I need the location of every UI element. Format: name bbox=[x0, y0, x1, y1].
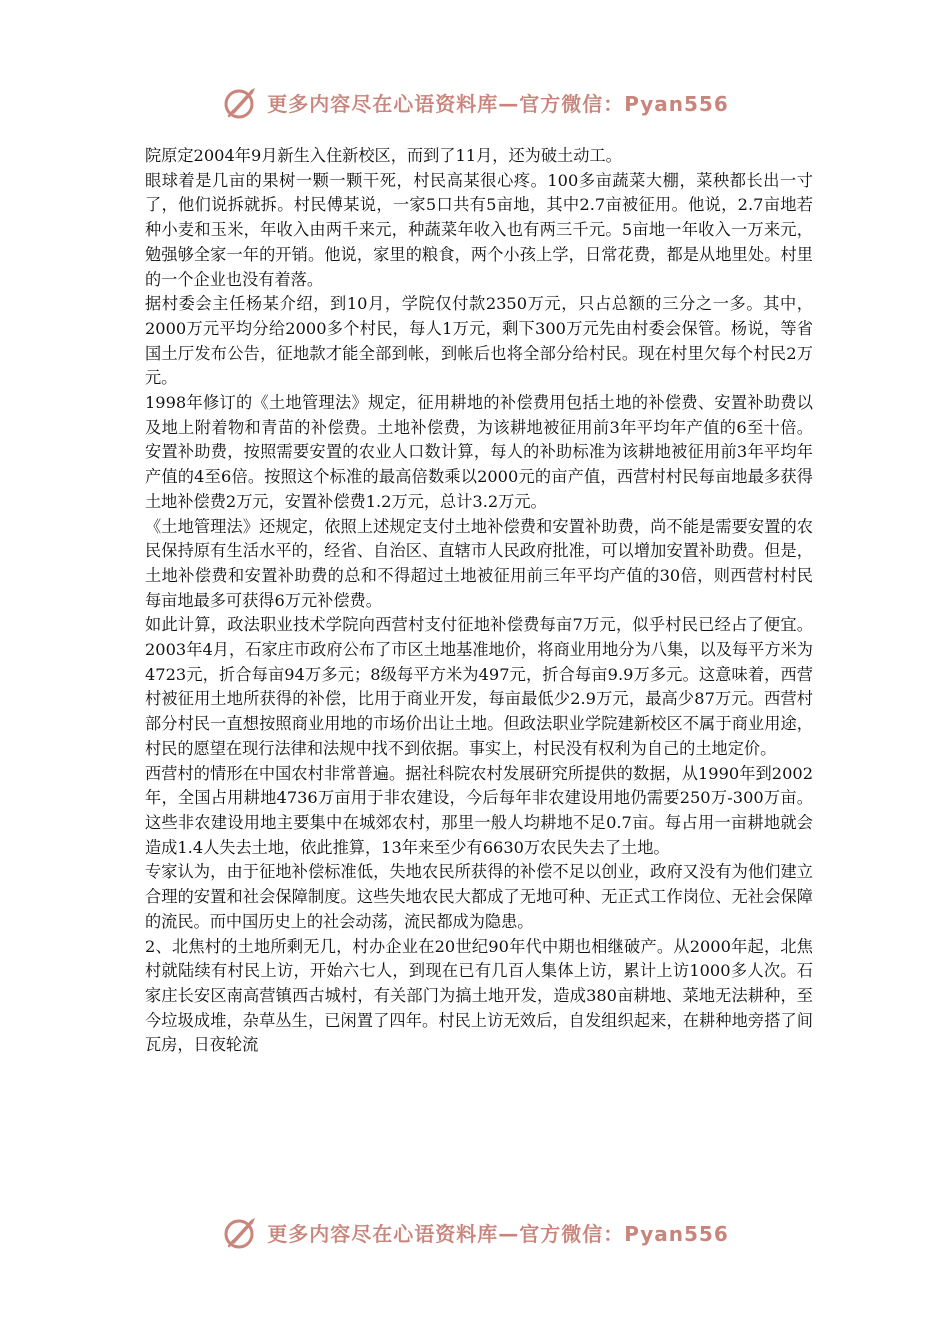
header-watermark bbox=[0, 80, 950, 124]
quill-pen-logo-icon bbox=[221, 1212, 261, 1252]
paragraph: 眼球着是几亩的果树一颗一颗干死，村民高某很心疼。100多亩蔬菜大棚，菜秧都长出一寸了，他们说拆就拆。村民傅某说，一家5口共有5亩地，其中2.7亩被征用。他说，2.7亩地若种小麦和玉米，年收入由两千来元，种蔬菜年收入也有两三千元。5亩地一年收入一万来元，勉强够全家一年的开销。他说，家里的粮食，两个小孩上学，日常花费，都是从地里处。村里的一个企业也没有着落。 bbox=[145, 170, 813, 289]
footer-watermark bbox=[0, 1210, 950, 1254]
paragraph: 据村委会主任杨某介绍，到10月，学院仅付款2350万元，只占总额的三分之一多。其中，2000万元平均分给2000多个村民，每人1万元，剩下300万元先由村委会保管。杨说，等省国土厅发布公告，征地款才能全部到帐，到帐后也将全部分给村民。现在村里欠每个村民2万元。 bbox=[145, 294, 813, 388]
paragraph: 西营村的情形在中国农村非常普遍。据社科院农村发展研究所提供的数据，从1990年到2002年，全国占用耕地4736万亩用于非农建设，今后每年非农建设用地仍需要250万-300万亩。这些非农建设用地主要集中在城郊农村，那里一般人均耕地不足0.7亩。每占用一亩耕地就会造成1.4人失去土地，依此推算，13年来至少有6630万农民失去了土地。 bbox=[145, 763, 813, 857]
quill-pen-logo-icon bbox=[221, 82, 261, 122]
paragraph: 院原定2004年9月新生入住新校区，而到了11月，还为破土动工。 bbox=[145, 146, 622, 165]
paragraph: 专家认为，由于征地补偿标准低，失地农民所获得的补偿不足以创业，政府又没有为他们建立合理的安置和社会保障制度。这些失地农民大都成了无地可种、无正式工作岗位、无社会保障的流民。而中国历史上的社会动荡，流民都成为隐患。 bbox=[145, 862, 813, 931]
paragraph: 1998年修订的《土地管理法》规定，征用耕地的补偿费用包括土地的补偿费、安置补助费以及地上附着物和青苗的补偿费。土地补偿费，为该耕地被征用前3年平均年产值的6至十倍。安置补助费，按照需要安置的农业人口数计算，每人的补助标准为该耕地被征用前3年平均年产值的4至6倍。按照这个标准的最高倍数乘以2000元的亩产值，西营村村民每亩地最多获得土地补偿费2万元，安置补偿费1.2万元，总计3.2万元。 bbox=[145, 393, 813, 511]
paragraph: 《土地管理法》还规定，依照上述规定支付土地补偿费和安置补助费，尚不能是需要安置的农民保持原有生活水平的，经省、自治区、直辖市人民政府批准，可以增加安置补助费。但是，土地补偿费和安置补助费的总和不得超过土地被征用前三年平均产值的30倍，则西营村村民每亩地最多可获得6万元补偿费。 bbox=[145, 516, 813, 610]
header-watermark-text: 更多内容尽在心语资料库—官方微信：Pyan556 bbox=[267, 91, 729, 116]
paragraph: 2、北焦村的土地所剩无几，村办企业在20世纪90年代中期也相继破产。从2000年起，北焦村就陆续有村民上访，开始六七人，到现在已有几百人集体上访，累计上访1000多人次。石家庄长安区南高营镇西古城村，有关部门为搞土地开发，造成380亩耕地、菜地无法耕种，至今垃圾成堆，杂草丛生，已闲置了四年。村民上访无效后，自发组织起来，在耕种地旁搭了间瓦房，日夜轮流 bbox=[145, 936, 813, 1055]
paragraph: 如此计算，政法职业技术学院向西营村支付征地补偿费每亩7万元，似乎村民已经占了便宜。2003年4月，石家庄市政府公布了市区土地基准地价，将商业用地分为八集，以及每平方米为4723元，折合每亩94万多元；8级每平方米为497元，折合每亩9.9万多元。这意味着，西营村被征用土地所获得的补偿，比用于商业开发，每亩最低少2.9万元，最高少87万元。西营村部分村民一直想按照商业用地的市场价出让土地。但政法职业学院建新校区不属于商业用途，村民的愿望在现行法律和法规中找不到依据。事实上，村民没有权利为自己的土地定价。 bbox=[145, 615, 813, 758]
footer-watermark-text: 更多内容尽在心语资料库—官方微信：Pyan556 bbox=[267, 1221, 729, 1246]
article-body bbox=[145, 144, 813, 1058]
